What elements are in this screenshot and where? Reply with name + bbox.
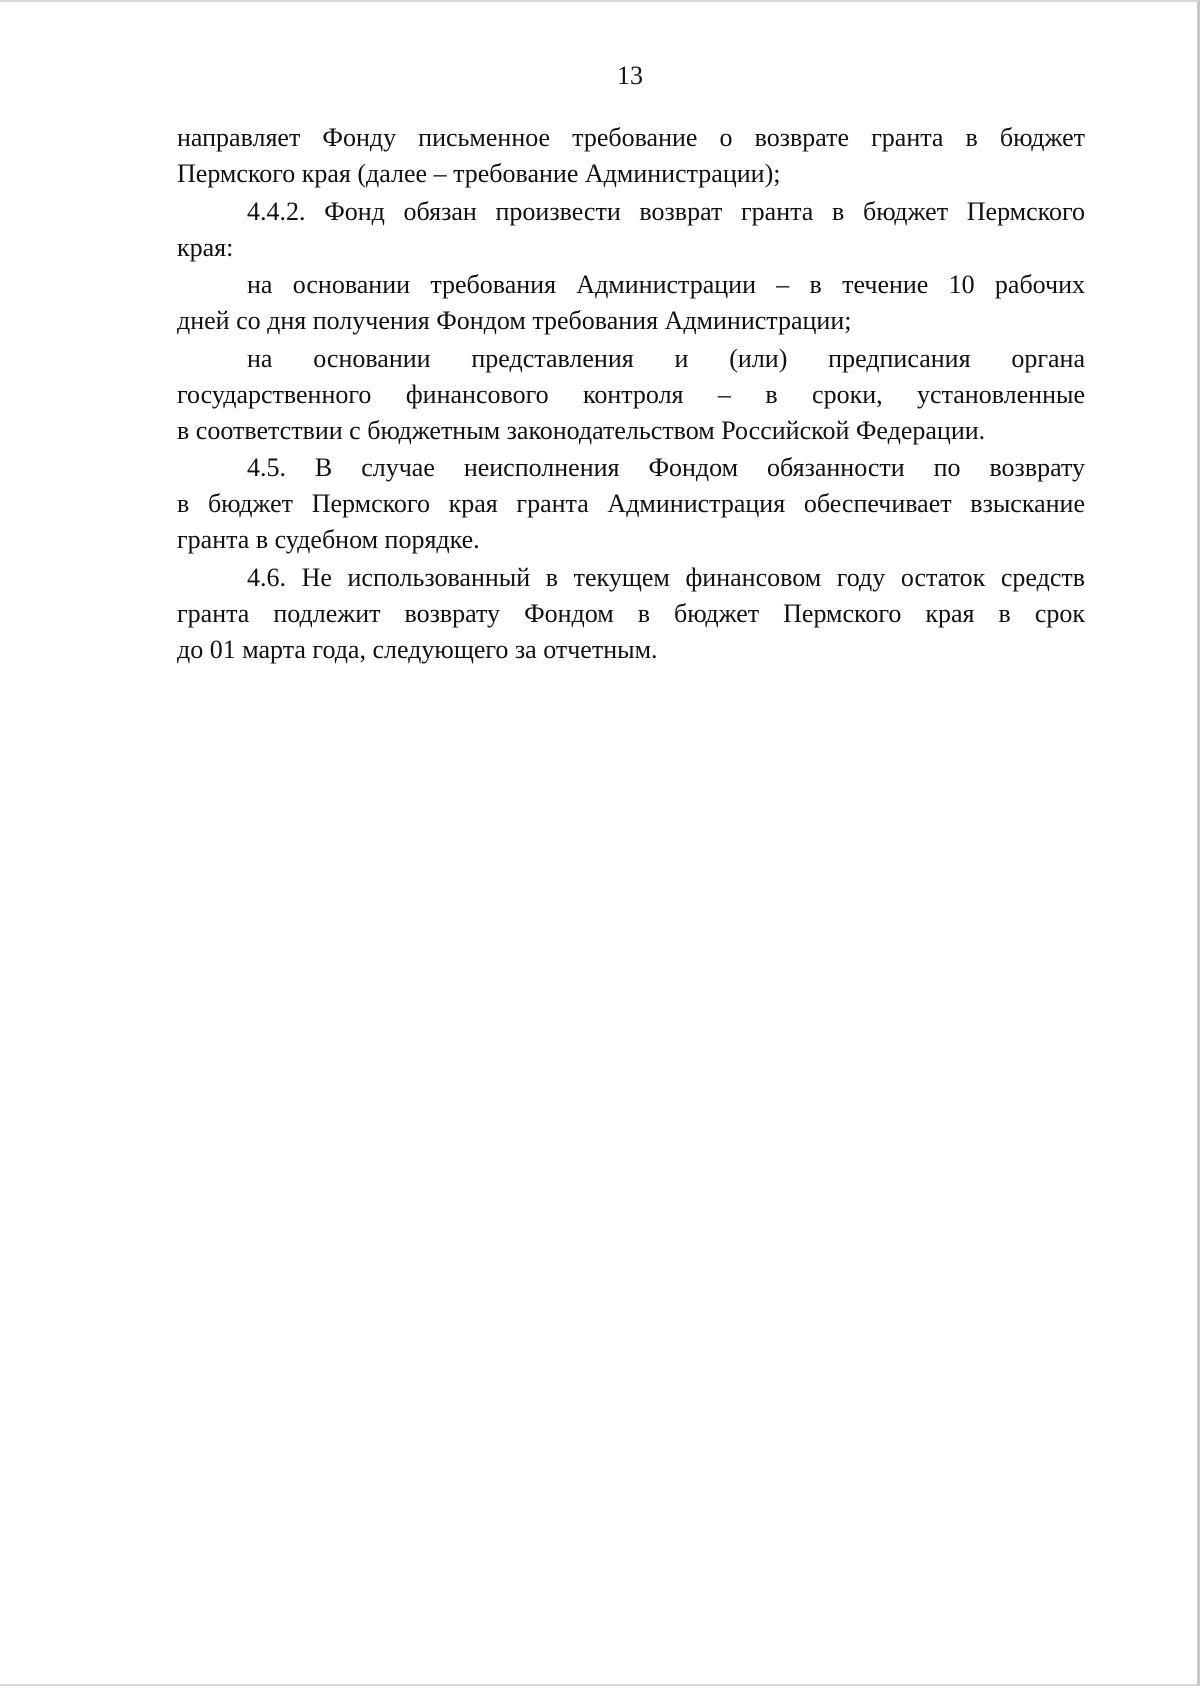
- paragraph: [177, 120, 1085, 192]
- text-line: гранта в судебном порядке.: [177, 525, 480, 554]
- document-body: [177, 120, 1085, 669]
- paragraph: [177, 560, 1085, 668]
- page-number: 13: [617, 61, 643, 90]
- text-line: 4.4.2. Фонд обязан произвести возврат гранта в бюджет Пермского: [247, 196, 1085, 226]
- paragraph: [177, 267, 1085, 339]
- text-line: в соответствии с бюджетным законодательством Российской Федерации.: [177, 415, 986, 445]
- text-line: до 01 марта года, следующего за отчетным.: [177, 634, 658, 664]
- text-line: на основании требования Администрации – в течение 10 рабочих: [247, 270, 1085, 299]
- text-line: направляет Фонду письменное требование о возврате гранта в бюджет: [177, 123, 1085, 152]
- paragraph: [177, 450, 1085, 558]
- paragraph: [177, 341, 1085, 449]
- text-line: 4.5. В случае неисполнения Фондом обязанности по возврату: [247, 453, 1085, 482]
- text-line: в бюджет Пермского края гранта Администрация обеспечивает взыскание: [177, 489, 1085, 518]
- text-line: дней со дня получения Фондом требования Администрации;: [177, 306, 852, 335]
- paragraph: [177, 194, 1085, 266]
- text-line: края:: [177, 232, 234, 262]
- text-line: Пермского края (далее – требование Администрации);: [177, 159, 781, 188]
- text-line: на основании представления и (или) предписания органа: [247, 343, 1085, 373]
- text-line: государственного финансового контроля – в сроки, установленные: [177, 379, 1085, 409]
- text-line: 4.6. Не использованный в текущем финансовом году остаток средств: [247, 562, 1085, 592]
- text-line: гранта подлежит возврату Фондом в бюджет Пермского края в срок: [177, 598, 1085, 628]
